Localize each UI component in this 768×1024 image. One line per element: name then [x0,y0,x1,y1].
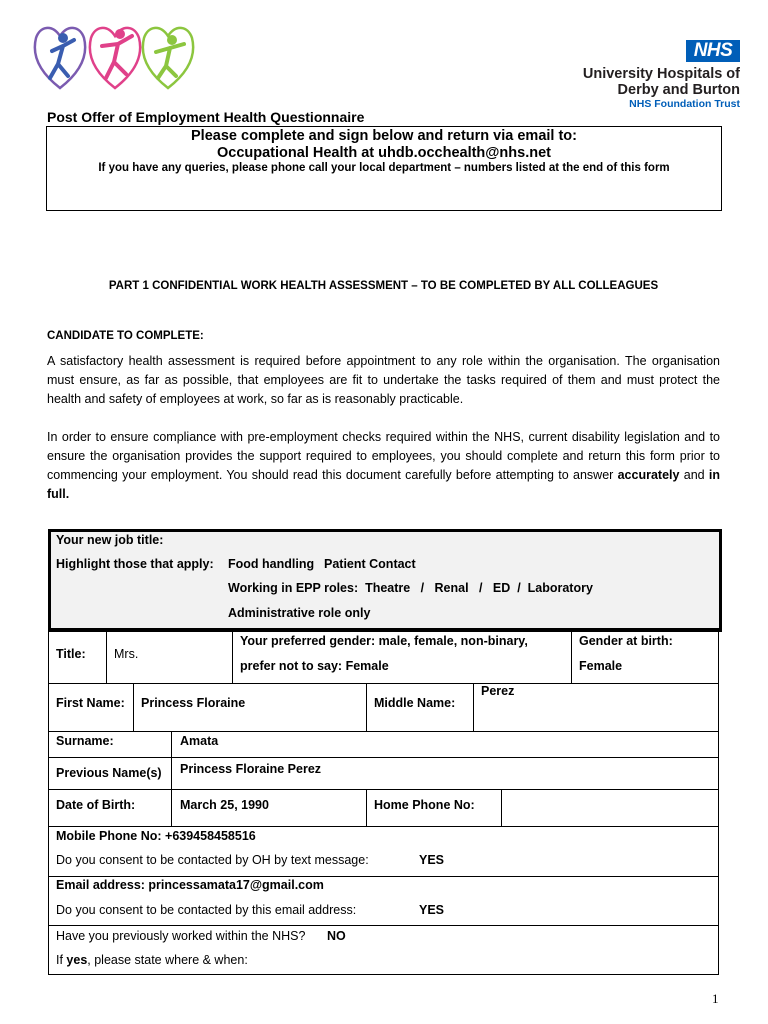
para2-text: In order to ensure compliance with pre-employment checks required within the NHS, current disability legislation and to ensure the organisation provides the support required to employees, you should complete and return this form prior to commencing your employment. You should read this document carefully before attempting to answer [47,430,720,482]
instructions-line2: Occupational Health at uhdb.occhealth@nhs.net [217,145,551,161]
email-address[interactable]: Email address: princessamata17@gmail.com [56,878,324,892]
email-consent-label: Do you consent to be contacted by this email address: [56,903,357,917]
highlight-label: Highlight those that apply: [56,557,214,571]
title-value[interactable]: Mrs. [114,647,139,661]
intro-paragraph-1: A satisfactory health assessment is required before appointment to any role within the organisation. The organisation must ensure, as far as possible, that employees are fit to undertake the tasks required of them and must protect the health and safety of employees at work, so far as is reasonably practicable. [47,354,720,406]
gender-pref-value[interactable]: prefer not to say: Female [240,659,389,673]
heart-figure-pink-icon [90,28,140,88]
trust-name-line2: Derby and Burton [617,82,740,98]
dob-label: Date of Birth: [56,798,136,812]
mobile-phone[interactable]: Mobile Phone No: +639458458516 [56,829,256,843]
page-title: Post Offer of Employment Health Questionnaire [47,109,365,125]
middle-name-value[interactable]: Perez [481,684,515,698]
nhs-prev-label: Have you previously worked within the NHS? [56,929,306,943]
option-epp-roles[interactable]: Working in EPP roles: Theatre / Renal / ED / Laboratory [228,581,593,595]
sms-consent-label: Do you consent to be contacted by OH by text message: [56,853,369,867]
part-heading: PART 1 CONFIDENTIAL WORK HEALTH ASSESSMENT – TO BE COMPLETED BY ALL COLLEAGUES [108,280,659,292]
first-name-value[interactable]: Princess Floraine [141,696,246,710]
instructions-line1: Please complete and sign below and return via email to: [191,128,577,144]
nhs-logo: NHS [686,40,740,62]
sms-consent-value[interactable]: YES [419,853,445,867]
para2-and: and [679,468,709,482]
surname-value[interactable]: Amata [180,734,219,748]
previous-names-value[interactable]: Princess Floraine Perez [180,762,322,776]
para2-infull: in full. [47,468,720,501]
trust-subtitle: NHS Foundation Trust [629,98,740,110]
intro-paragraph-2 [47,428,720,504]
instructions-line3: If you have any queries, please phone call your local department – numbers listed at the end of this form [98,162,670,174]
option-patient-contact[interactable]: Patient Contact [324,557,416,571]
title-label: Title: [56,647,86,661]
heart-figure-green-icon [143,28,193,88]
option-admin-role[interactable]: Administrative role only [228,606,371,620]
option-food-handling[interactable]: Food handling [228,557,315,571]
trust-name-line1: University Hospitals of [582,66,740,82]
heart-figure-purple-icon [35,28,85,88]
surname-label: Surname: [56,734,114,748]
para2-accurately: accurately [617,468,680,482]
first-name-label: First Name: [56,696,125,710]
dob-value[interactable]: March 25, 1990 [180,798,269,812]
instructions-box [46,126,722,211]
gender-birth-label: Gender at birth: [579,634,673,648]
nhs-prev-value[interactable]: NO [327,929,346,943]
candidate-heading: CANDIDATE TO COMPLETE: [47,330,204,342]
job-title-label: Your new job title: [56,533,164,547]
email-consent-value[interactable]: YES [419,903,445,917]
if-yes-label [56,953,248,967]
middle-name-label: Middle Name: [374,696,456,710]
home-phone-label: Home Phone No: [374,798,475,812]
gender-pref-label: Your preferred gender: male, female, non-binary, [240,634,528,648]
page-number: 1 [712,991,719,1006]
charity-logo [30,16,195,94]
gender-birth-value[interactable]: Female [579,659,623,673]
if-yes-post: , please state where & when: [87,953,248,967]
previous-names-label: Previous Name(s) [56,766,162,780]
if-yes-pre: If [56,953,67,967]
if-yes-bold: yes [66,953,88,967]
